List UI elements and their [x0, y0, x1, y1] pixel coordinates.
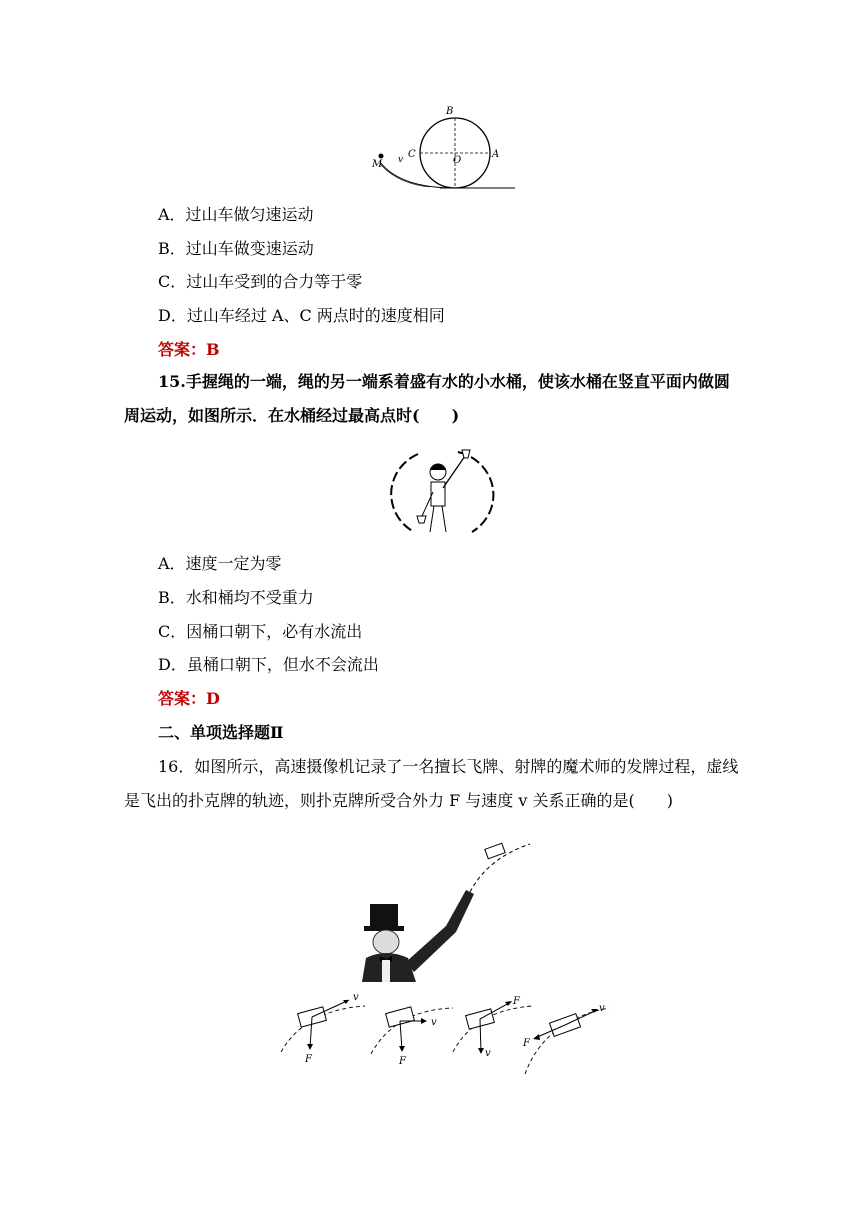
label-M: M	[372, 159, 383, 170]
q15-stem: 15.手握绳的一端，绳的另一端系着盛有水的小水桶，使该水桶在竖直平面内做圆周运动，如图所示．在水桶经过最高点时( )	[124, 372, 730, 425]
q14-option-b: B．过山车做变速运动	[158, 239, 314, 258]
person-leg-right	[442, 506, 446, 532]
q14-option-c: C．过山车受到的合力等于零	[158, 272, 363, 291]
label-F-3: F	[513, 996, 520, 1007]
q14-answer: 答案：B	[158, 340, 220, 359]
q15-option-c: C．因桶口朝下，必有水流出	[158, 622, 363, 641]
magician-arm	[406, 890, 474, 972]
person-leg-left	[430, 506, 434, 532]
person-body	[431, 482, 445, 506]
label-O: O	[453, 155, 462, 166]
velocity-head-2	[421, 1018, 427, 1024]
label-F-1: F	[305, 1054, 312, 1065]
flying-card	[485, 843, 505, 859]
label-v-4: v	[599, 1003, 605, 1014]
option-diagram-2	[371, 1007, 453, 1067]
circular-path-left	[391, 454, 418, 532]
label-v-3: v	[485, 1048, 491, 1059]
q15-answer: 答案：D	[158, 689, 220, 708]
lower-bucket	[417, 516, 426, 523]
q14-option-d: D．过山车经过 A、C 两点时的速度相同	[158, 306, 445, 325]
label-C: C	[408, 149, 416, 160]
label-F-2: F	[399, 1056, 406, 1067]
option-diagram-4	[522, 1003, 609, 1074]
coaster-dot	[379, 154, 384, 159]
magician-shirt	[382, 960, 390, 982]
label-F-4: F	[523, 1038, 530, 1049]
label-A: A	[492, 149, 500, 160]
bucket	[462, 450, 470, 458]
person-hair	[430, 464, 446, 470]
q15-option-d: D．虽桶口朝下，但水不会流出	[158, 655, 379, 674]
circular-path-right	[458, 452, 493, 532]
force-head-4	[533, 1034, 540, 1040]
q14-option-a: A．过山车做匀速运动	[158, 205, 314, 224]
q15-option-a: A．速度一定为零	[158, 554, 282, 573]
label-v: v	[398, 155, 404, 165]
velocity-head-3	[478, 1048, 484, 1054]
bucket-figure	[388, 446, 498, 542]
loop-figure	[360, 100, 520, 192]
magician-figure	[358, 840, 538, 982]
label-v-2: v	[431, 1017, 437, 1028]
option-diagram-3	[453, 996, 533, 1059]
section-heading: 二、单项选择题Ⅱ	[158, 723, 284, 742]
force-arrow-2	[400, 1021, 402, 1050]
q16-stem: 16．如图所示，高速摄像机记录了一名擅长飞牌、射牌的魔术师的发牌过程，虚线是飞出的扑克牌的轨迹，则扑克牌所受合外力 F 与速度 v 关系正确的是( )	[124, 757, 739, 810]
magician-face	[373, 930, 399, 954]
label-B: B	[446, 106, 454, 117]
track-ramp	[380, 162, 455, 188]
trajectory-3	[453, 1006, 533, 1052]
vector-options	[275, 990, 615, 1078]
q15-option-b: B．水和桶均不受重力	[158, 588, 314, 607]
magician-hat-top	[370, 904, 398, 928]
label-v-1: v	[353, 992, 359, 1003]
force-head-1	[307, 1044, 313, 1050]
force-head-2	[399, 1046, 405, 1052]
option-diagram-1	[281, 992, 365, 1065]
